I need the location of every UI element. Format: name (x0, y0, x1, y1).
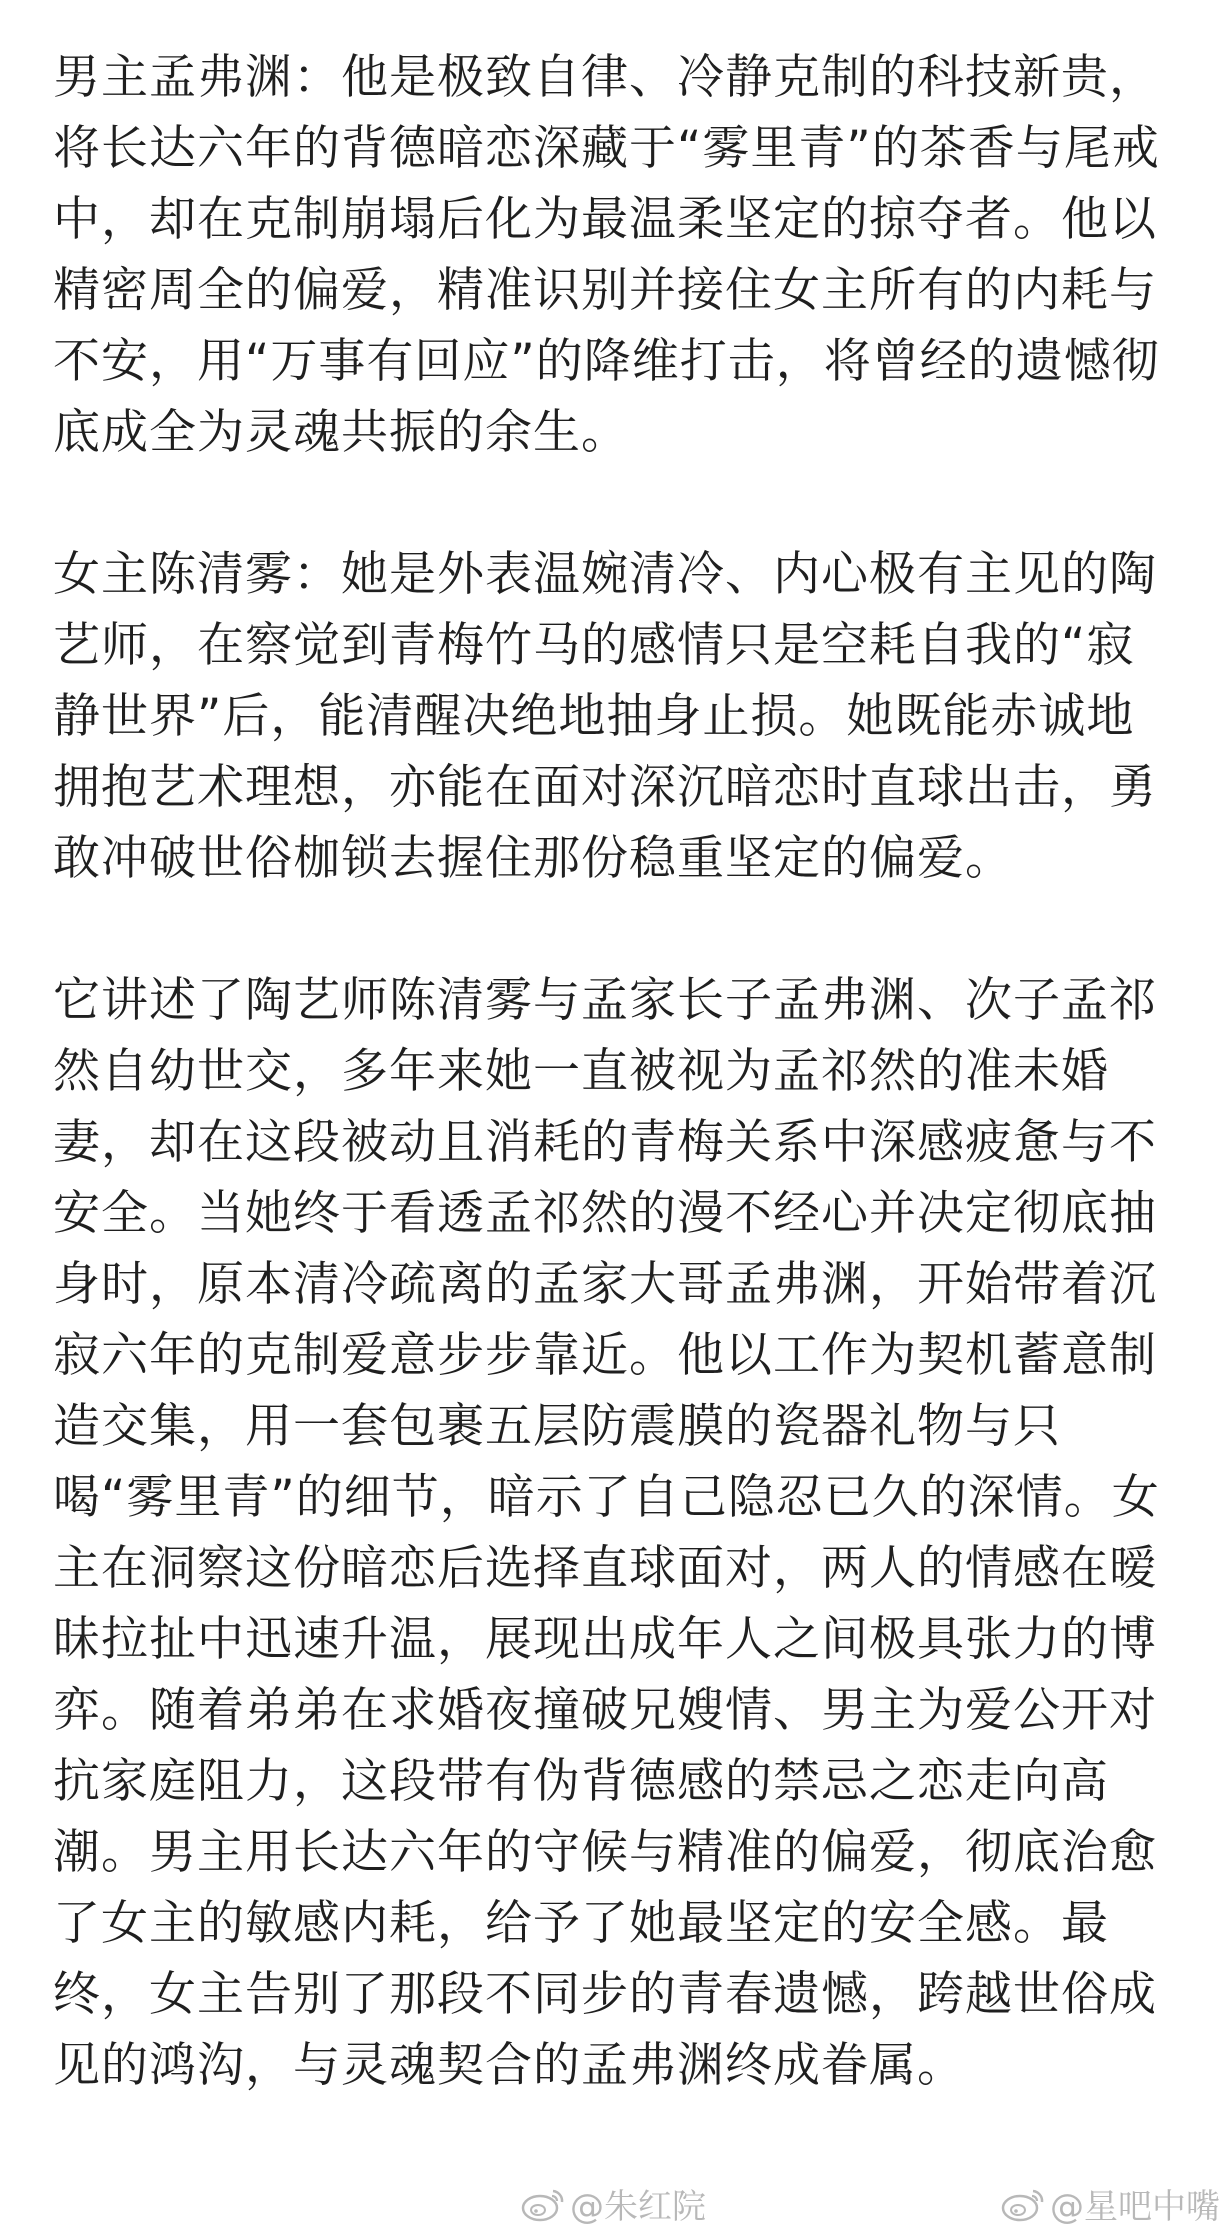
female-lead-paragraph: 女主陈清雾：她是外表温婉清冷、内心极有主见的陶艺师，在察觉到青梅竹马的感情只是空耗自我的“寂静世界”后，能清醒决绝地抽身止损。她既能赤诚地拥抱艺术理想，亦能在面对深沉暗恋时直球出击，勇敢冲破世俗枷锁去握住那份稳重坚定的偏爱。 (53, 547, 1157, 886)
male-lead-paragraph: 男主孟弗渊：他是极致自律、冷静克制的科技新贵，将长达六年的背德暗恋深藏于“雾里青”的茶香与尾戒中，却在克制崩塌后化为最温柔坚定的掠夺者。他以精密周全的偏爱，精准识别并接住女主所有的内耗与不安，用“万事有回应”的降维打击，将曾经的遗憾彻底成全为灵魂共振的余生。 (53, 50, 1160, 460)
watermark-right-text: @星吧中嘴 (1050, 2187, 1220, 2227)
watermark-left-text: @朱红院 (570, 2187, 706, 2227)
synopsis-paragraph: 它讲述了陶艺师陈清雾与孟家长子孟弗渊、次子孟祁然自幼世交，多年来她一直被视为孟祁然的准未婚妻，却在这段被动且消耗的青梅关系中深感疲惫与不安全。当她终于看透孟祁然的漫不经心并决定彻底抽身时，原本清冷疏离的孟家大哥孟弗渊，开始带着沉寂六年的克制爱意步步靠近。他以工作为契机蓄意制造交集，用一套包裹五层防震膜的瓷器礼物与只喝“雾里青”的细节，暗示了自己隐忍已久的深情。女主在洞察这份暗恋后选择直球面对，两人的情感在暧昧拉扯中迅速升温，展现出成年人之间极具张力的博弈。随着弟弟在求婚夜撞破兄嫂情、男主为爱公开对抗家庭阻力，这段带有伪背德感的禁忌之恋走向高潮。男主用长达六年的守候与精准的偏爱，彻底治愈了女主的敏感内耗，给予了她最坚定的安全感。最终，女主告别了那段不同步的青春遗憾，跨越世俗成见的鸿沟，与灵魂契合的孟弗渊终成眷属。 (53, 973, 1160, 2093)
